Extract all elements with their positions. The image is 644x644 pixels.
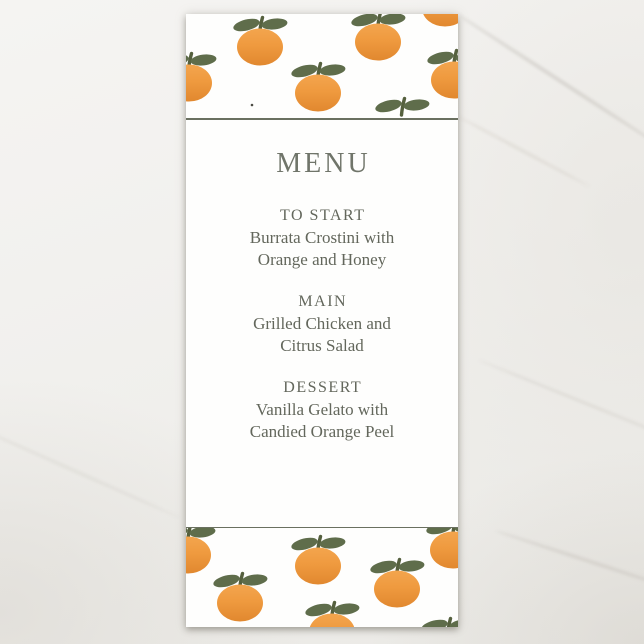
marble-vein bbox=[457, 13, 644, 146]
marble-vein bbox=[0, 423, 180, 518]
orange-clementine-icon bbox=[425, 528, 458, 569]
section-line: Vanilla Gelato with bbox=[255, 399, 389, 419]
orange-pattern-band-top bbox=[186, 14, 458, 118]
orange-clementine-icon bbox=[212, 572, 268, 621]
orange-clementine-icon bbox=[186, 52, 217, 101]
menu-section-dessert bbox=[186, 377, 458, 443]
menu-section-to-start bbox=[186, 205, 458, 271]
marble-vein bbox=[478, 359, 644, 443]
orange-clementine-icon bbox=[290, 62, 346, 111]
ink-speck bbox=[251, 104, 254, 107]
orange-clementine-icon bbox=[350, 14, 406, 60]
menu-title: MENU bbox=[276, 147, 371, 179]
menu-section-main bbox=[186, 291, 458, 357]
section-line: Burrata Crostini with bbox=[249, 227, 395, 247]
orange-clementine-icon bbox=[369, 558, 425, 607]
orange-clementine-icon bbox=[186, 528, 216, 574]
orange-clementine-icon bbox=[420, 617, 458, 627]
section-heading: TO START bbox=[280, 206, 366, 224]
orange-pattern-bottom-svg bbox=[186, 528, 458, 627]
orange-pattern-band-bottom bbox=[186, 528, 458, 627]
section-heading: MAIN bbox=[298, 292, 348, 310]
orange-clementine-icon bbox=[426, 49, 458, 98]
section-heading: DESSERT bbox=[283, 378, 363, 396]
orange-clementine-icon bbox=[304, 601, 360, 627]
menu-card bbox=[186, 14, 458, 627]
section-line: Grilled Chicken and bbox=[253, 313, 391, 333]
orange-clementine-icon bbox=[290, 535, 346, 584]
orange-clementine-icon bbox=[417, 14, 458, 27]
orange-pattern-top-svg bbox=[186, 14, 458, 118]
section-line: Citrus Salad bbox=[280, 335, 364, 355]
section-line: Candied Orange Peel bbox=[249, 421, 395, 441]
marble-vein bbox=[494, 529, 644, 594]
orange-leaves-icon bbox=[374, 97, 430, 115]
menu-content bbox=[186, 120, 458, 527]
marble-vein bbox=[456, 115, 589, 187]
orange-clementine-icon bbox=[232, 16, 288, 65]
section-line: Orange and Honey bbox=[257, 249, 387, 269]
